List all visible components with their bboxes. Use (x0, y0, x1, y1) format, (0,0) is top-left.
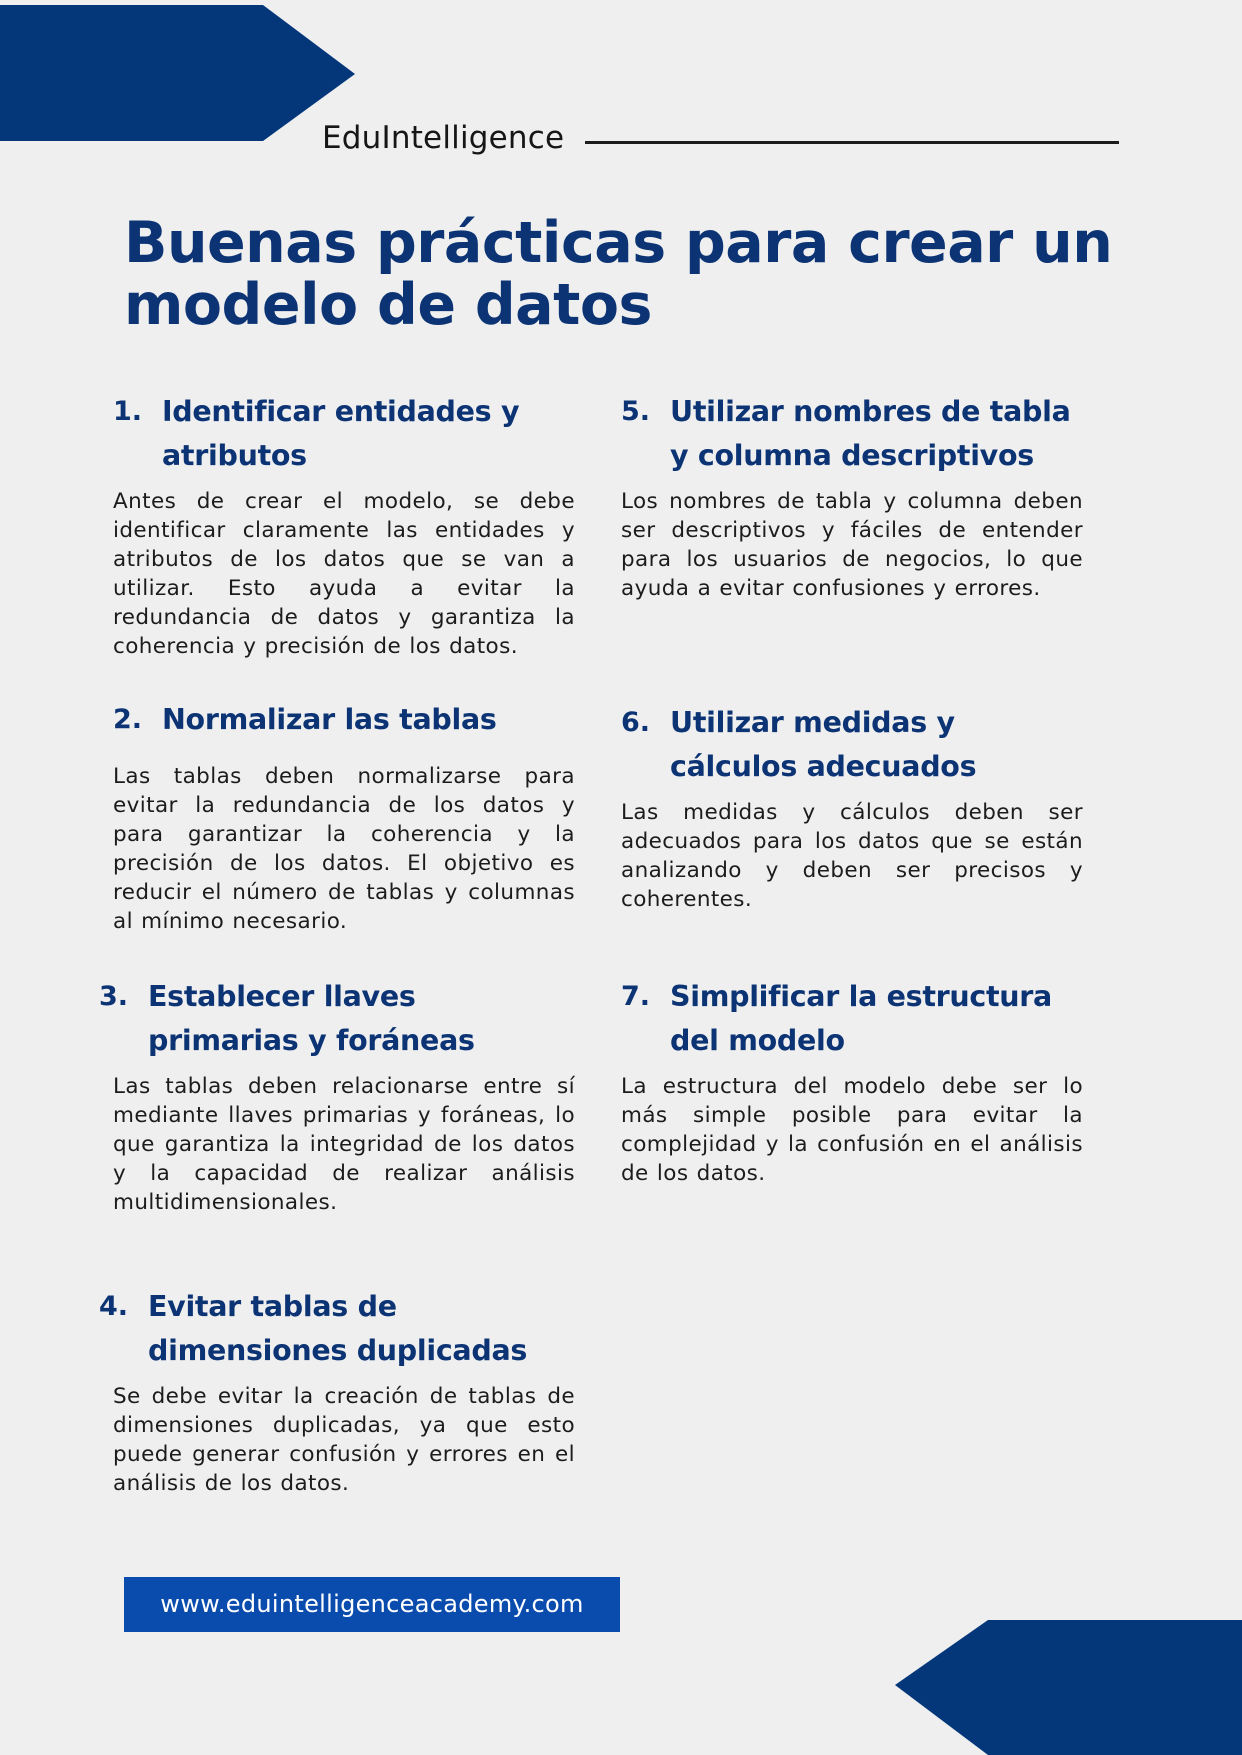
section-1 (113, 390, 575, 661)
section-number: 7. (621, 981, 651, 1012)
section-6 (621, 701, 1083, 914)
section-2 (113, 698, 575, 936)
section-body: Las tablas deben relacionarse entre sí mediante llaves primarias y foráneas, lo que garantiza la integridad de los datos y la capacidad de realizar análisis multidimensionales. (113, 1074, 575, 1215)
section-header (99, 975, 575, 1063)
section-title: Establecer llaves primarias y foráneas (148, 980, 475, 1057)
section-body: Antes de crear el modelo, se debe identificar claramente las entidades y atributos de los datos que se van a utilizar. Esto ayuda a evitar la redundancia de datos y garantiza la coherencia y precisión de los datos. (113, 489, 575, 659)
website-link[interactable]: www.eduintelligenceacademy.com (124, 1577, 620, 1632)
brand-name: EduIntelligence (322, 120, 565, 156)
section-body: Las tablas deben normalizarse para evitar la redundancia de los datos y para garantizar la coherencia y la precisión de los datos. El objetivo es reducir el número de tablas y columnas al mínimo necesario. (113, 764, 575, 934)
top-left-arrow-shape (0, 0, 360, 146)
section-title: Utilizar medidas y cálculos adecuados (670, 706, 977, 783)
section-header (99, 1285, 575, 1373)
section-title: Utilizar nombres de tabla y columna descriptivos (670, 395, 1071, 472)
brand-divider (585, 141, 1119, 144)
top-left-arrow-polygon (0, 5, 355, 141)
section-title: Evitar tablas de dimensiones duplicadas (148, 1290, 528, 1367)
section-number: 5. (621, 396, 651, 427)
section-title: Normalizar las tablas (162, 703, 497, 736)
section-4 (99, 1285, 575, 1498)
section-header (113, 698, 575, 742)
section-5 (621, 390, 1083, 603)
page-title: Buenas prácticas para crear un modelo de datos (124, 210, 1113, 338)
section-number: 4. (99, 1291, 129, 1322)
section-header (621, 390, 1083, 478)
section-body: Se debe evitar la creación de tablas de dimensiones duplicadas, ya que esto puede generar confusión y errores en el análisis de los datos. (113, 1384, 575, 1496)
section-number: 3. (99, 981, 129, 1012)
section-title: Simplificar la estructura del modelo (670, 980, 1052, 1057)
bottom-right-arrow-shape (890, 1618, 1242, 1755)
section-header (113, 390, 575, 478)
bottom-right-arrow-polygon (895, 1620, 1242, 1755)
section-body: Los nombres de tabla y columna deben ser descriptivos y fáciles de entender para los usuarios de negocios, lo que ayuda a evitar confusiones y errores. (621, 489, 1083, 601)
section-title: Identificar entidades y atributos (162, 395, 520, 472)
section-header (621, 975, 1083, 1063)
section-body: La estructura del modelo debe ser lo más simple posible para evitar la complejidad y la confusión en el análisis de los datos. (621, 1074, 1083, 1186)
section-body: Las medidas y cálculos deben ser adecuados para los datos que se están analizando y deben ser precisos y coherentes. (621, 800, 1083, 912)
section-header (621, 701, 1083, 789)
section-number: 2. (113, 704, 143, 735)
section-3 (99, 975, 575, 1217)
section-number: 6. (621, 707, 651, 738)
section-number: 1. (113, 396, 143, 427)
section-7 (621, 975, 1083, 1188)
